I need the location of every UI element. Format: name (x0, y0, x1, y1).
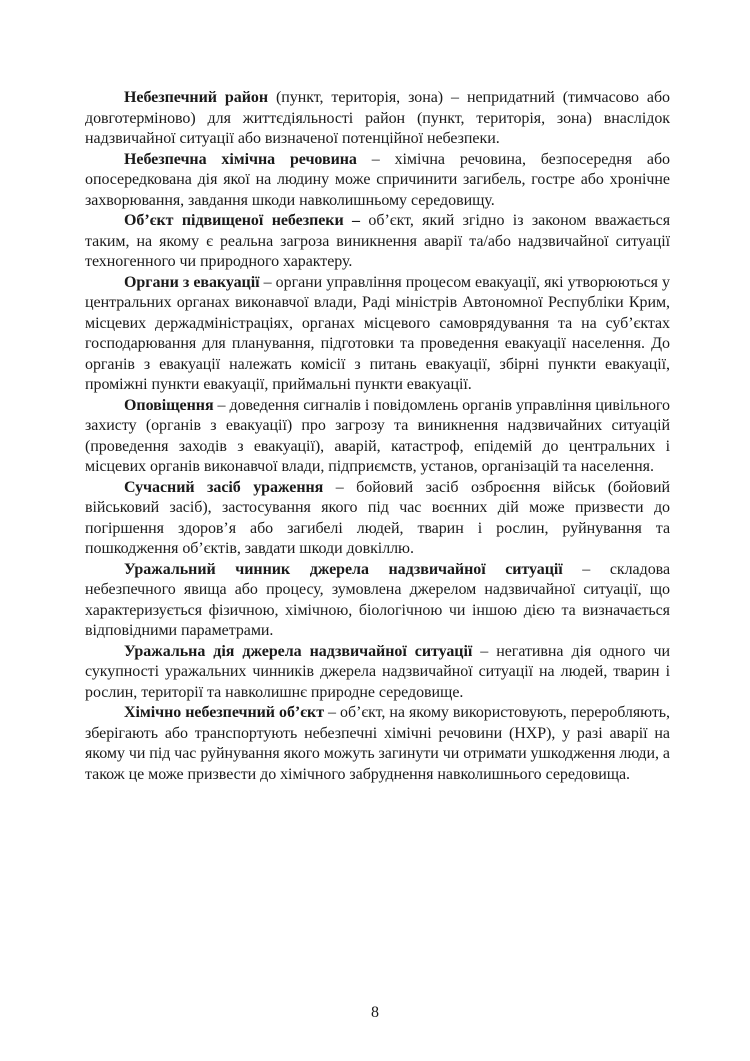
definition-paragraph (85, 478, 670, 560)
definition-text: – складова небезпечного явища або процесу, зумовлена джерелом надзвичайної ситуації, що характеризується фізичною, хімічною, біологічною чи іншою дією та визначається відповідними параметрами. (85, 560, 670, 639)
definition-text: об’єкт, який згідно із законом вважається таким, на якому є реальна загроза виникнення аварії та/або надзвичайної ситуації техногенного чи природного характеру. (85, 212, 670, 270)
definition-text: – хімічна речовина, безпосередня або опосередкована дія якої на людину може спричинити загибель, гостре або хронічне захворювання, завдання шкоди навколишньому середовищу. (85, 150, 670, 209)
definition-term: Небезпечна хімічна речовина (124, 150, 357, 168)
definition-text: – негативна дія одного чи сукупності уражальних чинників джерела надзвичайної ситуації на людей, тварин і рослин, території та навколишнє природне середовище. (85, 642, 670, 701)
definition-text: – бойовий засіб озброєння військ (бойовий військовий засіб), застосування якого під час воєнних дій може призвести до погіршення здоров’я або загибелі людей, тварин і рослин, руйнування та пошкодження об’єктів, завдати шкоди довкіллю. (85, 478, 671, 557)
definition-text: – об’єкт, на якому використовують, переробляють, зберігають або транспортують небезпечні хімічні речовини (НХР), у разі аварії на якому чи під час руйнування якого можуть загинути чи отримати ушкодження люди, а також це може призвести до хімічного забруднення навколишнього середовища. (85, 704, 670, 783)
definition-term: Органи з евакуації (124, 273, 260, 291)
definition-text: – доведення сигналів і повідомлень органів управління цивільного захисту (органів з евакуації) про загрозу та виникнення надзвичайних ситуацій (проведення заходів з евакуації), аварій, катастроф, епідемій до центральних і місцевих органів виконавчої влади, підприємств, установ, організацій та населення. (85, 396, 670, 475)
definition-paragraph (85, 560, 670, 642)
definition-paragraph (85, 703, 670, 785)
definition-paragraph (85, 88, 670, 150)
definition-paragraph (85, 211, 670, 273)
definition-paragraph (85, 273, 670, 396)
definition-term: Сучасний засіб ураження (124, 478, 324, 496)
definition-text: (пункт, територія, зона) – непридатний (тимчасово або довготерміново) для життєдіяльності район (пункт, територія, зона) внаслідок надзвичайної ситуації або визначеної потенційної небезпеки. (85, 89, 670, 147)
definition-paragraph (85, 396, 670, 478)
definition-term: Небезпечний район (124, 89, 268, 106)
page-number: 8 (371, 1004, 379, 1021)
definition-term: Уражальний чинник джерела надзвичайної ситуації (124, 560, 563, 578)
definition-paragraph (85, 150, 670, 212)
definition-term: Оповіщення (124, 396, 214, 414)
definition-paragraph (85, 642, 670, 704)
page-body (85, 88, 670, 785)
definition-term: Хімічно небезпечний об’єкт (124, 704, 325, 721)
definition-text: – органи управління процесом евакуації, які утворюються у центральних органах виконавчої влади, Раді міністрів Автономної Республіки Крим, місцевих держадміністраціях, органах місцевого самоврядування та на суб’єктах господарювання для планування, підготовки та проведення евакуації населення. До органів з евакуації належать комісії з питань евакуації, збірні пункти евакуації, проміжні пункти евакуації, приймальні пункти евакуації. (85, 273, 670, 393)
definition-term: Уражальна дія джерела надзвичайної ситуації (124, 642, 473, 660)
definition-term: Об’єкт підвищеної небезпеки – (124, 212, 361, 229)
